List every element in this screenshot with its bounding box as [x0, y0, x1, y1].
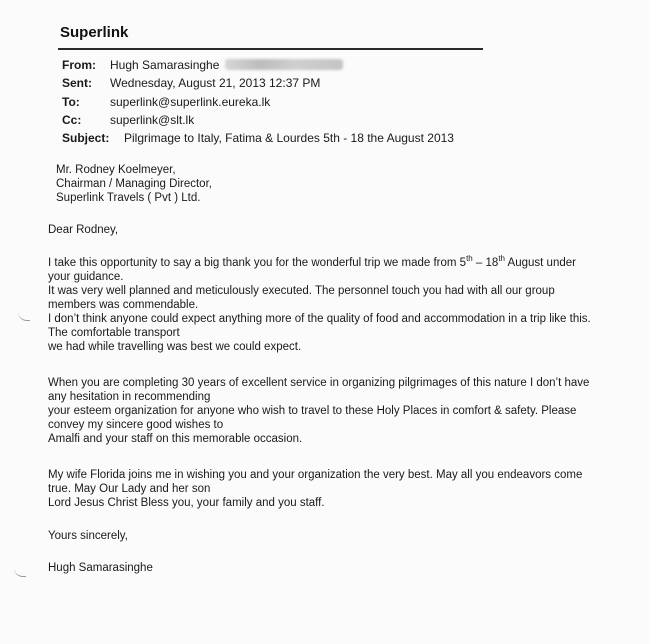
address-line: Mr. Rodney Koelmeyer,: [56, 164, 176, 176]
paragraph-line: I don’t think anyone could expect anything more of the quality of food and accommodation in a trip like this.: [48, 313, 591, 325]
salutation: Dear Rodney,: [48, 224, 119, 236]
text-segment: August under: [504, 257, 576, 269]
recipient-address: [56, 163, 646, 205]
from-value: [110, 58, 343, 72]
superscript: th: [498, 254, 505, 264]
scan-margin-mark: [18, 312, 30, 321]
from-label: From:: [62, 58, 96, 72]
cc-value: superlink@slt.lk: [110, 113, 195, 127]
to-value: superlink@superlink.eureka.lk: [110, 95, 271, 109]
paragraph-line: your esteem organization for anyone who wish to travel to these Holy Places in comfort & safety. Please: [48, 405, 577, 417]
paragraph-line: any hesitation in recommending: [48, 391, 211, 403]
company-header-title: Superlink: [60, 24, 129, 41]
signature-name: Hugh Samarasinghe: [48, 562, 153, 574]
header-divider: [58, 48, 483, 50]
paragraph-thanks: [48, 256, 638, 354]
sender-name: Hugh Samarasinghe: [110, 58, 220, 72]
paragraph-line: members was commendable.: [48, 299, 199, 311]
redacted-email-address: [225, 59, 343, 70]
paragraph-line: Lord Jesus Christ Bless you, your family and you staff.: [48, 497, 325, 509]
to-label: To:: [62, 95, 80, 109]
subject-label: Subject:: [62, 131, 110, 145]
address-line: Superlink Travels ( Pvt ) Ltd.: [56, 192, 201, 204]
paragraph-line: It was very well planned and meticulously executed. The personnel touch you had with all our group: [48, 285, 555, 297]
paragraph-line: The comfortable transport: [48, 327, 180, 339]
scan-margin-mark: [14, 568, 26, 577]
paragraph-wishes: [48, 468, 638, 510]
text-segment: – 18: [472, 257, 499, 269]
sent-value: Wednesday, August 21, 2013 12:37 PM: [110, 76, 321, 90]
text-segment: I take this opportunity to say a big thank you for the wonderful trip we made from 5: [48, 257, 467, 269]
paragraph-line: your guidance.: [48, 271, 124, 283]
paragraph-line: convey my sincere good wishes to: [48, 419, 224, 431]
superscript: th: [466, 254, 473, 264]
sent-label: Sent:: [62, 76, 92, 90]
address-line: Chairman / Managing Director,: [56, 178, 212, 190]
cc-label: Cc:: [62, 113, 82, 127]
paragraph-line: Amalfi and your staff on this memorable occasion.: [48, 433, 303, 445]
paragraph-line: we had while travelling was best we could expect.: [48, 341, 302, 353]
subject-value: Pilgrimage to Italy, Fatima & Lourdes 5th - 18 the August 2013: [124, 131, 454, 145]
paragraph-line: My wife Florida joins me in wishing you and your organization the very best. May all you endeavors come: [48, 469, 583, 481]
paragraph-line: When you are completing 30 years of excellent service in organizing pilgrimages of this nature I don’t have: [48, 377, 590, 389]
closing: Yours sincerely,: [48, 530, 128, 542]
paragraph-recommendation: [48, 376, 638, 446]
paragraph-line: true. May Our Lady and her son: [48, 483, 211, 495]
paragraph-line: [48, 256, 638, 270]
